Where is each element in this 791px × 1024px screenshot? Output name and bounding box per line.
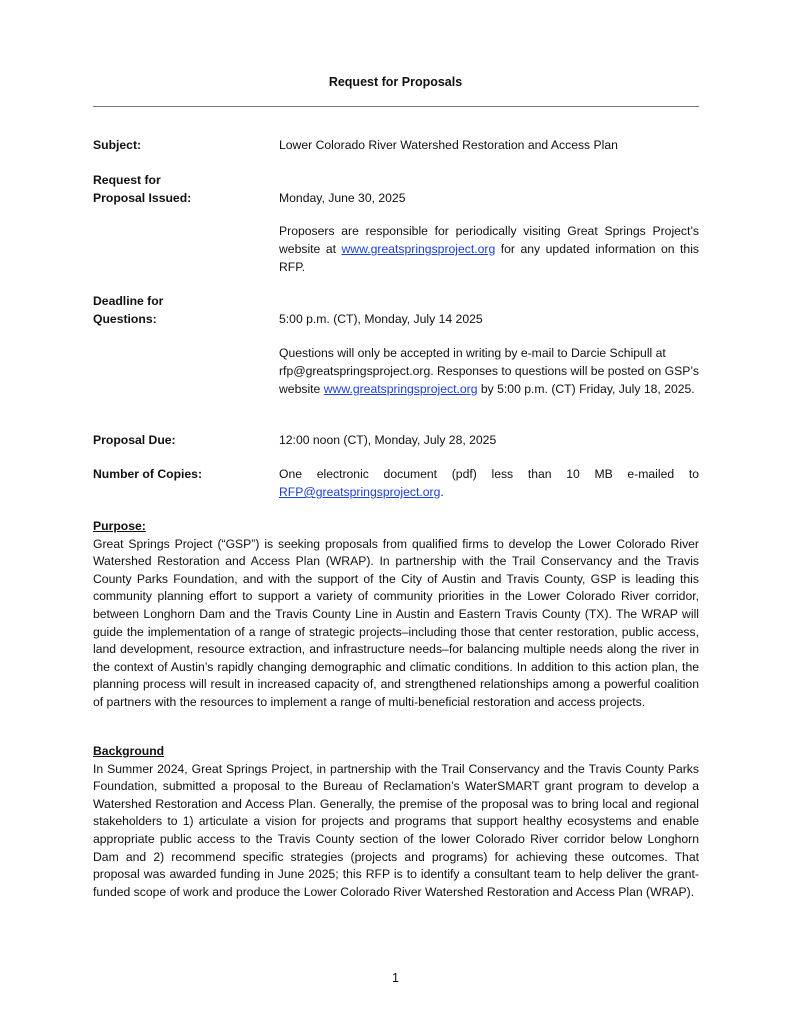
website-link[interactable]: www.greatspringsproject.org xyxy=(341,242,496,256)
due-label: Proposal Due: xyxy=(93,433,176,447)
issued-label-line1: Request for xyxy=(93,173,161,187)
questions-label-line2: Questions: xyxy=(93,312,157,326)
issued-note: Proposers are responsible for periodically visiting Great Springs Project’s website at www.greatspringsproject.org for any updated information on this RFP. xyxy=(279,224,699,274)
background-heading: Background xyxy=(93,744,165,758)
subject-label: Subject: xyxy=(93,138,142,152)
issued-value: Monday, June 30, 2025 xyxy=(279,191,406,205)
questions-note: Questions will only be accepted in writing by e-mail to Darcie Schipull at rfp@greatspringsproject.org. Responses to questions will be posted on GSP’s website www.greatspringsproject.org by 5:00 p.m. (CT) Friday, July 18, 2025. xyxy=(279,346,699,396)
purpose-body: Great Springs Project (“GSP”) is seeking proposals from qualified firms to develop the Lower Colorado River Watershed Restoration and Access Plan (WRAP). In partnership with the Trail Conservancy and the Travis County Parks Foundation, and with the support of the City of Austin and Travis County, GSP is leading this community planning effort to support a variety of community priorities in the Lower Colorado River corridor, between Longhorn Dam and the Travis County Line in Austin and Eastern Travis County (TX). The WRAP will guide the implementation of a range of strategic projects–including those that center restoration, public access, land development, resource extraction, and infrastructure needs–for balancing multiple needs along the river in the context of Austin’s rapidly changing demographic and climatic conditions. In addition to this action plan, the planning process will result in increased capacity of, and strengthened relationships among a powerful coalition of partners with the resources to implement a range of multi-beneficial restoration and access projects. xyxy=(93,536,699,709)
issued-label xyxy=(93,171,191,207)
copies-label: Number of Copies: xyxy=(93,467,203,481)
purpose-heading: Purpose: xyxy=(93,519,146,533)
document-title: Request for Proposals xyxy=(328,75,463,89)
copies-value: One electronic document (pdf) less than 10 MB e-mailed to RFP@greatspringsproject.org. xyxy=(279,467,699,499)
subject-value: Lower Colorado River Watershed Restoration and Access Plan xyxy=(279,138,618,152)
website-link-2[interactable]: www.greatspringsproject.org xyxy=(323,382,478,396)
due-value: 12:00 noon (CT), Monday, July 28, 2025 xyxy=(279,433,497,447)
background-section xyxy=(93,743,699,901)
questions-label xyxy=(93,292,163,328)
page-number: 1 xyxy=(392,971,399,985)
questions-value: 5:00 p.m. (CT), Monday, July 14 2025 xyxy=(279,312,483,326)
purpose-section xyxy=(93,518,699,712)
title-divider xyxy=(93,106,699,107)
issued-label-line2: Proposal Issued: xyxy=(93,191,192,205)
background-body: In Summer 2024, Great Springs Project, in partnership with the Trail Conservancy and the Travis County Parks Foundation, submitted a proposal to the Bureau of Reclamation’s WaterSMART grant program to develop a Watershed Restoration and Access Plan. Generally, the premise of the proposal was to bring local and regional stakeholders to 1) articulate a vision for projects and programs that support healthy ecosystems and enable appropriate public access to the Travis County section of the lower Colorado River corridor below Longhorn Dam and 2) recommend specific strategies (projects and programs) for achieving these outcomes. That proposal was awarded funding in June 2025; this RFP is to identify a consultant team to help deliver the grant-funded scope of work and produce the Lower Colorado River Watershed Restoration and Access Plan (WRAP). xyxy=(93,761,699,899)
questions-label-line1: Deadline for xyxy=(93,294,164,308)
rfp-email-link[interactable]: RFP@greatspringsproject.org xyxy=(279,485,441,499)
